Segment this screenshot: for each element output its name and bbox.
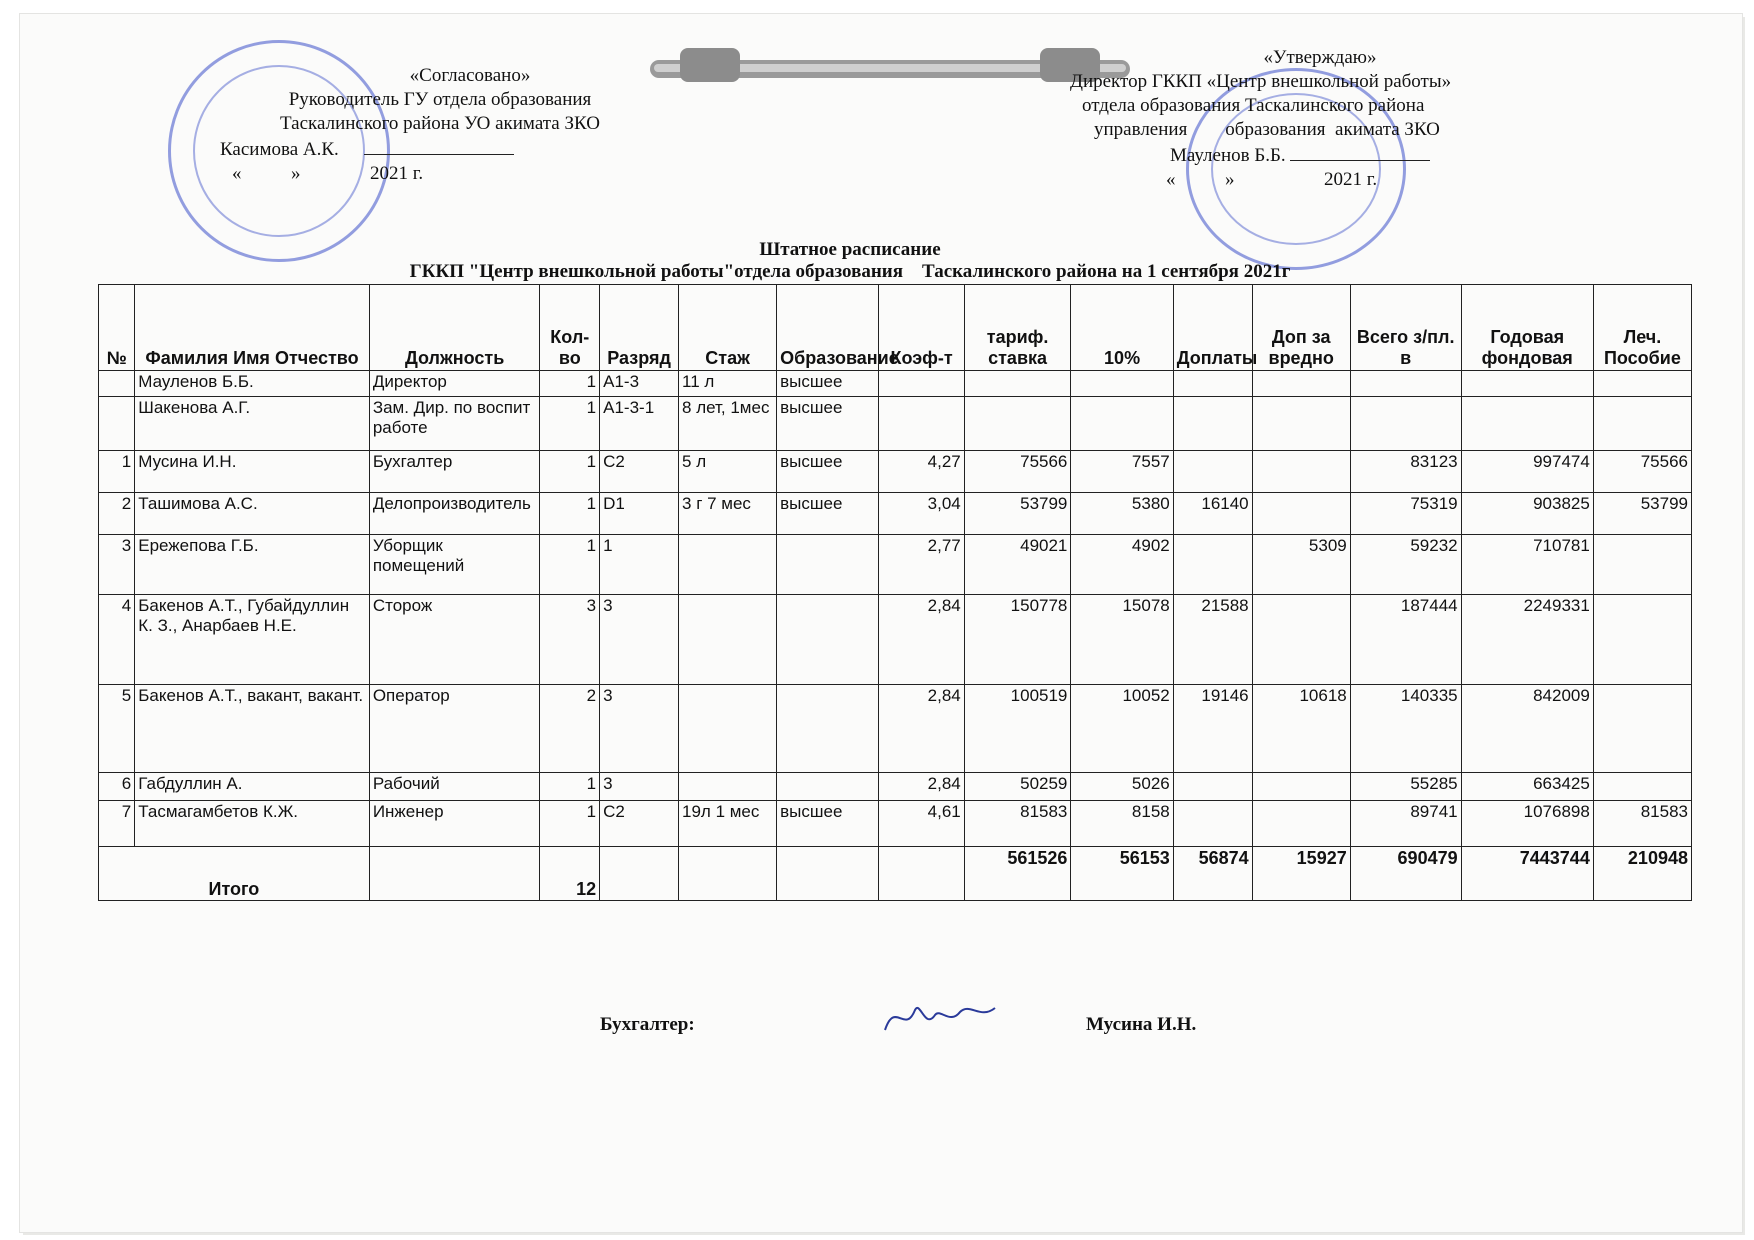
agreed-line1: Руководитель ГУ отдела образования xyxy=(288,89,592,110)
cell-p10: 15078 xyxy=(1071,595,1173,685)
cell-p10: 10052 xyxy=(1071,685,1173,773)
cell-annual: 1076898 xyxy=(1461,801,1593,847)
cell-extra xyxy=(1173,535,1252,595)
accountant-name: Мусина И.Н. xyxy=(1086,1014,1197,1035)
approved-signer: Мауленов Б.Б. xyxy=(1170,145,1286,166)
cell-total: 140335 xyxy=(1350,685,1461,773)
cell-extra xyxy=(1173,371,1252,397)
cell-extra xyxy=(1173,773,1252,801)
cell-count: 1 xyxy=(540,493,600,535)
cell-p10 xyxy=(1071,397,1173,451)
cell-coef: 2,84 xyxy=(879,595,964,685)
cell-harm xyxy=(1252,773,1350,801)
header-cell: Годовая фондовая xyxy=(1461,285,1593,371)
table-row xyxy=(99,535,1692,595)
cell-position: Делопроизводитель xyxy=(369,493,540,535)
cell-position: Рабочий xyxy=(369,773,540,801)
cell-extra: 19146 xyxy=(1173,685,1252,773)
cell-exp xyxy=(679,595,777,685)
cell-harm xyxy=(1252,397,1350,451)
cell-extra: 21588 xyxy=(1173,595,1252,685)
approved-line3: управления образования акимата ЗКО xyxy=(1094,119,1440,140)
cell-name: Ережепова Г.Б. xyxy=(135,535,370,595)
cell-annual: 997474 xyxy=(1461,451,1593,493)
agreed-signature-line xyxy=(364,136,514,155)
table-row xyxy=(99,493,1692,535)
cell-coef xyxy=(879,371,964,397)
cell-n xyxy=(99,397,135,451)
cell-grade: 3 xyxy=(600,773,679,801)
cell-edu xyxy=(777,685,879,773)
cell-aid xyxy=(1593,535,1691,595)
cell-rate: 81583 xyxy=(964,801,1071,847)
approved-signer-row xyxy=(1060,142,1580,168)
cell-grade: С2 xyxy=(600,451,679,493)
approved-line2: отдела образования Таскалинского района xyxy=(1082,95,1425,116)
table-row xyxy=(99,773,1692,801)
table-row xyxy=(99,397,1692,451)
cell-aid xyxy=(1593,397,1691,451)
cell-aid: 53799 xyxy=(1593,493,1691,535)
cell-aid xyxy=(1593,685,1691,773)
document-title: Штатное расписание xyxy=(759,239,941,260)
cell-exp: 5 л xyxy=(679,451,777,493)
cell-p10: 5380 xyxy=(1071,493,1173,535)
staff-table xyxy=(98,284,1692,901)
totals-label: Итого xyxy=(99,847,370,901)
cell-name: Бакенов А.Т., вакант, вакант. xyxy=(135,685,370,773)
agreed-block xyxy=(220,64,660,186)
cell-aid xyxy=(1593,773,1691,801)
table-header xyxy=(99,285,1692,371)
cell-grade: D1 xyxy=(600,493,679,535)
approved-date-close: » xyxy=(1225,169,1235,190)
cell-position: Зам. Дир. по воспит работе xyxy=(369,397,540,451)
table-body xyxy=(99,371,1692,847)
cell-exp xyxy=(679,685,777,773)
cell-edu: высшее xyxy=(777,371,879,397)
cell-edu xyxy=(777,535,879,595)
table-row xyxy=(99,451,1692,493)
cell-aid xyxy=(1593,595,1691,685)
cell-rate xyxy=(964,371,1071,397)
cell-coef: 2,77 xyxy=(879,535,964,595)
cell-exp xyxy=(679,535,777,595)
cell-name: Габдуллин А. xyxy=(135,773,370,801)
document-subtitle: ГККП "Центр внешкольной работы"отдела образования Таскалинского района на 1 сентября 2021г xyxy=(409,261,1291,282)
cell-name: Мусина И.Н. xyxy=(135,451,370,493)
cell-name: Ташимова А.С. xyxy=(135,493,370,535)
cell-position: Уборщик помещений xyxy=(369,535,540,595)
agreed-line2: Таскалинского района УО акимата ЗКО xyxy=(280,113,600,134)
approved-label: «Утверждаю» xyxy=(1263,47,1377,68)
cell-grade: 1 xyxy=(600,535,679,595)
cell-coef: 4,61 xyxy=(879,801,964,847)
cell-edu: высшее xyxy=(777,451,879,493)
cell-p10: 8158 xyxy=(1071,801,1173,847)
cell-position: Оператор xyxy=(369,685,540,773)
header-cell: тариф. ставка xyxy=(964,285,1071,371)
cell-p10: 4902 xyxy=(1071,535,1173,595)
cell-name: Бакенов А.Т., Губайдуллин К. З., Анарбаев Н.Е. xyxy=(135,595,370,685)
cell-grade: 3 xyxy=(600,685,679,773)
header-cell: Коэф-т xyxy=(879,285,964,371)
cell-n: 6 xyxy=(99,773,135,801)
header-cell: Фамилия Имя Отчество xyxy=(135,285,370,371)
cell-total: 59232 xyxy=(1350,535,1461,595)
approved-block xyxy=(1060,46,1580,192)
cell-harm: 10618 xyxy=(1252,685,1350,773)
cell-count: 1 xyxy=(540,371,600,397)
cell-coef xyxy=(879,397,964,451)
cell-edu: высшее xyxy=(777,801,879,847)
header-cell: Кол-во xyxy=(540,285,600,371)
cell-count: 2 xyxy=(540,685,600,773)
cell-edu: высшее xyxy=(777,397,879,451)
cell-annual: 710781 xyxy=(1461,535,1593,595)
totals-rate: 561526 xyxy=(964,847,1071,901)
cell-n xyxy=(99,371,135,397)
agreed-date-open: « xyxy=(232,163,242,184)
cell-count: 3 xyxy=(540,595,600,685)
agreed-label: «Согласовано» xyxy=(409,65,531,86)
cell-annual: 903825 xyxy=(1461,493,1593,535)
totals-harm: 15927 xyxy=(1252,847,1350,901)
header-cell: Разряд xyxy=(600,285,679,371)
cell-exp: 11 л xyxy=(679,371,777,397)
cell-extra: 16140 xyxy=(1173,493,1252,535)
cell-exp: 19л 1 мес xyxy=(679,801,777,847)
cell-coef: 2,84 xyxy=(879,685,964,773)
cell-count: 1 xyxy=(540,535,600,595)
cell-n: 2 xyxy=(99,493,135,535)
table-row xyxy=(99,595,1692,685)
agreed-date-close: » xyxy=(291,163,301,184)
agreed-year: 2021 г. xyxy=(370,163,424,184)
cell-exp xyxy=(679,773,777,801)
table-row xyxy=(99,685,1692,773)
cell-coef: 2,84 xyxy=(879,773,964,801)
cell-extra xyxy=(1173,397,1252,451)
cell-count: 1 xyxy=(540,801,600,847)
cell-aid xyxy=(1593,371,1691,397)
cell-total xyxy=(1350,397,1461,451)
cell-exp: 8 лет, 1мес xyxy=(679,397,777,451)
approved-date-row xyxy=(1060,168,1580,192)
cell-annual xyxy=(1461,371,1593,397)
header-cell: Должность xyxy=(369,285,540,371)
cell-position: Бухгалтер xyxy=(369,451,540,493)
approved-year: 2021 г. xyxy=(1324,169,1378,190)
table-row xyxy=(99,801,1692,847)
agreed-signer-row xyxy=(220,136,660,162)
cell-name: Тасмагамбетов К.Ж. xyxy=(135,801,370,847)
cell-count: 1 xyxy=(540,773,600,801)
cell-aid: 75566 xyxy=(1593,451,1691,493)
agreed-signer: Касимова А.К. xyxy=(220,139,339,160)
cell-grade: А1-3-1 xyxy=(600,397,679,451)
cell-harm xyxy=(1252,451,1350,493)
cell-harm xyxy=(1252,801,1350,847)
cell-edu xyxy=(777,595,879,685)
cell-total: 75319 xyxy=(1350,493,1461,535)
cell-annual: 2249331 xyxy=(1461,595,1593,685)
cell-total xyxy=(1350,371,1461,397)
cell-position: Инженер xyxy=(369,801,540,847)
cell-grade: 3 xyxy=(600,595,679,685)
cell-harm xyxy=(1252,595,1350,685)
cell-extra xyxy=(1173,801,1252,847)
cell-annual: 842009 xyxy=(1461,685,1593,773)
cell-coef: 3,04 xyxy=(879,493,964,535)
cell-rate: 150778 xyxy=(964,595,1071,685)
header-cell: Стаж xyxy=(679,285,777,371)
cell-p10: 7557 xyxy=(1071,451,1173,493)
cell-count: 1 xyxy=(540,397,600,451)
totals-10pct: 56153 xyxy=(1071,847,1173,901)
approved-date-open: « xyxy=(1166,169,1176,190)
totals-annual: 7443744 xyxy=(1461,847,1593,901)
agreed-date-row xyxy=(220,162,660,186)
cell-edu: высшее xyxy=(777,493,879,535)
cell-grade: А1-3 xyxy=(600,371,679,397)
accountant-label: Бухгалтер: xyxy=(600,1014,695,1035)
cell-position: Директор xyxy=(369,371,540,397)
cell-edu xyxy=(777,773,879,801)
header-cell: 10% xyxy=(1071,285,1173,371)
cell-grade: С2 xyxy=(600,801,679,847)
cell-n: 4 xyxy=(99,595,135,685)
totals-count: 12 xyxy=(540,847,600,901)
cell-rate xyxy=(964,397,1071,451)
header-cell: Доп за вредно xyxy=(1252,285,1350,371)
cell-annual: 663425 xyxy=(1461,773,1593,801)
cell-name: Мауленов Б.Б. xyxy=(135,371,370,397)
cell-n: 7 xyxy=(99,801,135,847)
totals-aid: 210948 xyxy=(1593,847,1691,901)
cell-rate: 75566 xyxy=(964,451,1071,493)
header-cell: № xyxy=(99,285,135,371)
header-cell: Образование xyxy=(777,285,879,371)
header-cell: Леч. Пособие xyxy=(1593,285,1691,371)
table-footer xyxy=(99,847,1692,901)
cell-aid: 81583 xyxy=(1593,801,1691,847)
cell-total: 187444 xyxy=(1350,595,1461,685)
header-cell: Доплаты xyxy=(1173,285,1252,371)
cell-extra xyxy=(1173,451,1252,493)
cell-exp: 3 г 7 мес xyxy=(679,493,777,535)
cell-position: Сторож xyxy=(369,595,540,685)
cell-n: 5 xyxy=(99,685,135,773)
accountant-signature xyxy=(880,990,1000,1050)
approved-line1: Директор ГККП «Центр внешкольной работы» xyxy=(1070,71,1452,92)
cell-harm: 5309 xyxy=(1252,535,1350,595)
totals-row xyxy=(99,847,1692,901)
cell-harm xyxy=(1252,371,1350,397)
cell-total: 55285 xyxy=(1350,773,1461,801)
table-row xyxy=(99,371,1692,397)
cell-rate: 100519 xyxy=(964,685,1071,773)
cell-name: Шакенова А.Г. xyxy=(135,397,370,451)
totals-total: 690479 xyxy=(1350,847,1461,901)
cell-n: 1 xyxy=(99,451,135,493)
cell-rate: 49021 xyxy=(964,535,1071,595)
cell-rate: 53799 xyxy=(964,493,1071,535)
cell-count: 1 xyxy=(540,451,600,493)
cell-total: 89741 xyxy=(1350,801,1461,847)
cell-rate: 50259 xyxy=(964,773,1071,801)
totals-extra: 56874 xyxy=(1173,847,1252,901)
cell-p10: 5026 xyxy=(1071,773,1173,801)
cell-p10 xyxy=(1071,371,1173,397)
approved-signature-line xyxy=(1290,142,1430,161)
cell-annual xyxy=(1461,397,1593,451)
cell-harm xyxy=(1252,493,1350,535)
header-cell: Всего з/пл. в xyxy=(1350,285,1461,371)
cell-coef: 4,27 xyxy=(879,451,964,493)
cell-total: 83123 xyxy=(1350,451,1461,493)
cell-n: 3 xyxy=(99,535,135,595)
